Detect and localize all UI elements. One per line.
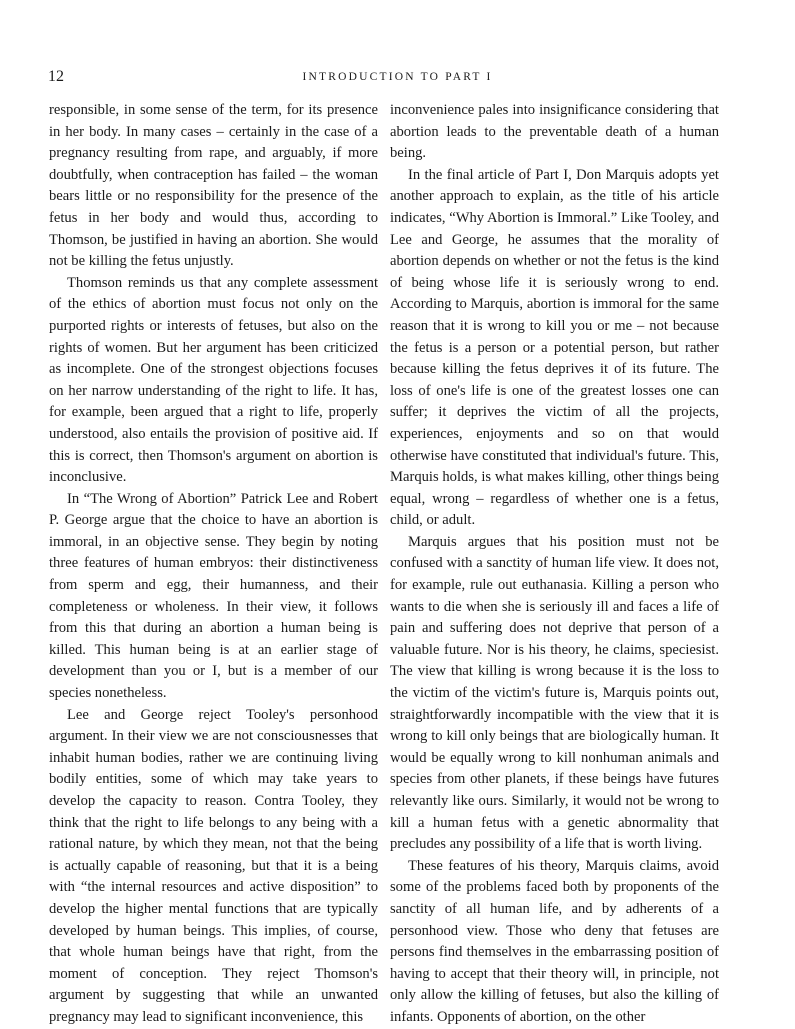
right-column [390,100,719,1029]
paragraph-marquis-features: These features of his theory, Marquis claims, avoid some of the problems faced both by proponents of the sanctity of all human life, and by adherents of a personhood view. Those who deny that fetuses are persons find themselves in the embarrassing position of having to accept that their theory will, in principle, not only allow the killing of fetuses, but also the killing of infants. Opponents of abortion, on the other [390,857,719,1025]
paragraph-marquis-intro: In the final article of Part I, Don Marquis adopts yet another approach to explain, as the title of his article indicates, “Why Abortion is Immoral.” Like Tooley, and Lee and George, he assumes that the morality of abortion depends on whether or not the fetus is the kind of being whose life it is seriously wrong to end. According to Marquis, abortion is immoral for the same reason that it is wrong to kill you or me – not because the fetus is a person or a potential person, but rather because killing the fetus deprives it of its future. The loss of one's life is one of the greatest losses one can suffer; it deprives the victim of all the projects, experiences, enjoyments and so on that would otherwise have constituted that individual's future. This, Marquis holds, is what makes killing, other things being equal, wrong – regardless of whether one is a fetus, child, or adult. [390,166,719,529]
paragraph-lee-george-intro: In “The Wrong of Abortion” Patrick Lee and Robert P. George argue that the choice to have an abortion is immoral, in an objective sense. They begin by noting three features of human embryos: their distinctiveness from sperm and egg, their humanness, and their completeness or wholeness. In their view, it follows from this that during an abortion a human being is killed. This human being is at an earlier stage of development than you or I, but is a member of our species nonetheless. [49,490,378,702]
paragraph-lee-george-tooley: Lee and George reject Tooley's personhood argument. In their view we are not consciousnesses that inhabit human bodies, rather we are continuing living bodily entities, some of which may take years to develop the capacity to reason. Contra Tooley, they think that the right to life belongs to any being with a rational nature, by which they mean, not that the being is actually capable of reasoning, but that it is a being with “the internal resources and active disposition” to develop the higher mental functions that are typically developed by human beings. This implies, of course, that whole human beings have that right, from the moment of conception. They reject Thomson's argument by suggesting that while an unwanted pregnancy may lead to significant inconvenience, this [49,706,378,1025]
paragraph-marquis-sanctity: Marquis argues that his position must not be confused with a sanctity of human life view. It does not, for example, rule out euthanasia. Killing a person who wants to die when she is seriously ill and faces a life of pain and suffering does not deprive that person of a valuable future. Nor is his theory, he claims, speciesist. The view that killing is wrong because it is the loss to the victim of the victim's future is, Marquis points out, straightforwardly incompatible with the view that it is wrong to kill only beings that are biologically human. It would be equally wrong to kill nonhuman animals and species from other planets, if these beings have futures relevantly like ours. Similarly, it would not be wrong to kill a human fetus with a genetic abnormality that precludes any possibility of a life that is worth living. [390,533,719,853]
page-number: 12 [48,68,64,85]
left-column [49,100,378,1029]
paragraph-thomson-assessment: Thomson reminds us that any complete assessment of the ethics of abortion must focus not only on the purported rights or interests of fetuses, but also on the rights of women. But her argument has been criticized as incomplete. One of the strongest objections focuses on her narrow understanding of the right to life. It has, for example, been argued that a right to life, properly understood, also entails the provision of positive aid. If this is correct, then Thomson's argument on abortion is inconclusive. [49,274,378,486]
running-head: INTRODUCTION TO PART I [302,71,493,83]
paragraph-continued-right: inconvenience pales into insignificance considering that abortion leads to the preventable death of a human being. [390,102,719,162]
paragraph-continued: responsible, in some sense of the term, for its presence in her body. In many cases – certainly in the case of a pregnancy resulting from rape, and arguably, if more doubtfully, when contraception has failed – the woman bears little or no responsibility for the presence of the fetus in her body and would thus, according to Thomson, be justified in having an abortion. She would not be killing the fetus unjustly. [49,102,378,270]
